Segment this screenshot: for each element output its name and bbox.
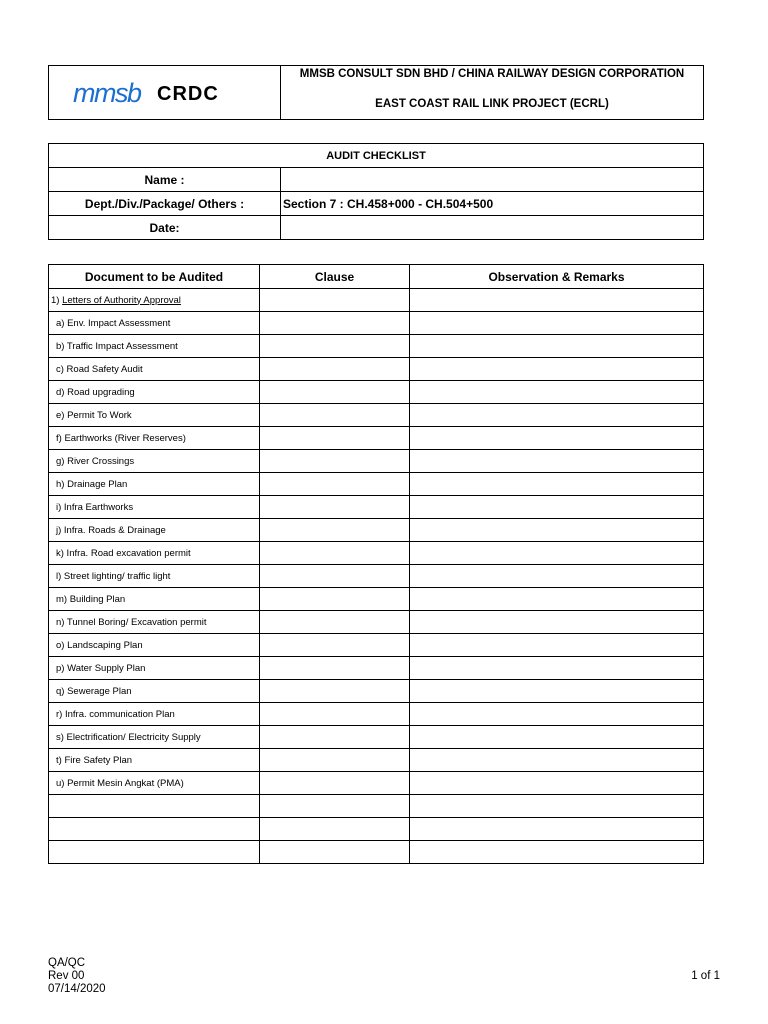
remarks-cell[interactable] [410,519,704,542]
clause-cell[interactable] [260,841,410,864]
clause-cell[interactable] [260,335,410,358]
project-name: EAST COAST RAIL LINK PROJECT (ECRL) [375,98,609,110]
clause-cell[interactable] [260,588,410,611]
document-item: i) Infra Earthworks [49,496,260,519]
checklist-row [49,795,704,818]
checklist-row [49,749,704,772]
clause-cell[interactable] [260,358,410,381]
document-item: t) Fire Safety Plan [49,749,260,772]
document-item [49,795,260,818]
remarks-cell[interactable] [410,289,704,312]
clause-cell[interactable] [260,404,410,427]
document-item: o) Landscaping Plan [49,634,260,657]
clause-cell[interactable] [260,381,410,404]
remarks-cell[interactable] [410,450,704,473]
crdc-logo: CRDC [157,83,219,105]
remarks-cell[interactable] [410,335,704,358]
document-item: r) Infra. communication Plan [49,703,260,726]
logo-cell [49,66,281,120]
checklist-row [49,358,704,381]
col-header-document: Document to be Audited [49,265,260,289]
name-field[interactable] [281,168,704,192]
document-item: c) Road Safety Audit [49,358,260,381]
company-name: MMSB CONSULT SDN BHD / CHINA RAILWAY DESIGN CORPORATION [299,68,685,80]
clause-cell[interactable] [260,749,410,772]
header-table [48,65,704,120]
info-table [48,143,704,240]
date-field[interactable] [281,216,704,240]
clause-cell[interactable] [260,450,410,473]
document-item: e) Permit To Work [49,404,260,427]
document-item: m) Building Plan [49,588,260,611]
checklist-row [49,680,704,703]
remarks-cell[interactable] [410,427,704,450]
name-label: Name : [49,168,281,192]
col-header-clause: Clause [260,265,410,289]
date-label: Date: [49,216,281,240]
clause-cell[interactable] [260,634,410,657]
header-title-cell [281,66,704,120]
remarks-cell[interactable] [410,358,704,381]
clause-cell[interactable] [260,726,410,749]
checklist-row [49,335,704,358]
checklist-row [49,565,704,588]
checklist-row [49,312,704,335]
checklist-title: AUDIT CHECKLIST [49,144,704,168]
clause-cell[interactable] [260,611,410,634]
remarks-cell[interactable] [410,312,704,335]
document-item: s) Electrification/ Electricity Supply [49,726,260,749]
dept-label: Dept./Div./Package/ Others : [49,192,281,216]
remarks-cell[interactable] [410,680,704,703]
checklist-row [49,404,704,427]
checklist-row [49,818,704,841]
clause-cell[interactable] [260,680,410,703]
footer-rev: Rev 00 [48,970,85,982]
section-number: 1) [51,294,60,306]
mmsb-logo: mmsb [73,78,141,108]
document-item [49,818,260,841]
section-title-cell [49,289,260,312]
document-item: a) Env. Impact Assessment [49,312,260,335]
checklist-row [49,611,704,634]
clause-cell[interactable] [260,312,410,335]
remarks-cell[interactable] [410,841,704,864]
checklist-row [49,841,704,864]
remarks-cell[interactable] [410,496,704,519]
document-item: g) River Crossings [49,450,260,473]
remarks-cell[interactable] [410,634,704,657]
checklist-row [49,772,704,795]
remarks-cell[interactable] [410,473,704,496]
section-title: Letters of Authority Approval [62,294,181,306]
document-item [49,841,260,864]
document-item: b) Traffic Impact Assessment [49,335,260,358]
section-row [49,289,704,312]
clause-cell[interactable] [260,496,410,519]
document-item: d) Road upgrading [49,381,260,404]
document-item: h) Drainage Plan [49,473,260,496]
checklist-row [49,473,704,496]
clause-cell[interactable] [260,473,410,496]
remarks-cell[interactable] [410,795,704,818]
checklist-row [49,450,704,473]
footer-doc-info [48,957,106,996]
remarks-cell[interactable] [410,772,704,795]
checklist-row [49,588,704,611]
clause-cell[interactable] [260,289,410,312]
checklist-row [49,427,704,450]
document-item: u) Permit Mesin Angkat (PMA) [49,772,260,795]
checklist-row [49,726,704,749]
clause-cell[interactable] [260,818,410,841]
remarks-cell[interactable] [410,726,704,749]
col-header-remarks: Observation & Remarks [410,265,704,289]
clause-cell[interactable] [260,772,410,795]
checklist-row [49,496,704,519]
remarks-cell[interactable] [410,749,704,772]
remarks-cell[interactable] [410,381,704,404]
checklist-row [49,657,704,680]
remarks-cell[interactable] [410,565,704,588]
remarks-cell[interactable] [410,404,704,427]
document-item: f) Earthworks (River Reserves) [49,427,260,450]
document-item: j) Infra. Roads & Drainage [49,519,260,542]
footer-code: QA/QC [48,957,86,969]
document-item: q) Sewerage Plan [49,680,260,703]
checklist-row [49,703,704,726]
clause-cell[interactable] [260,657,410,680]
dept-field[interactable]: Section 7 : CH.458+000 - CH.504+500 [281,192,704,216]
remarks-cell[interactable] [410,818,704,841]
page-number: 1 of 1 [691,970,720,982]
footer-date: 07/14/2020 [48,983,106,995]
document-item: l) Street lighting/ traffic light [49,565,260,588]
document-item: p) Water Supply Plan [49,657,260,680]
remarks-cell[interactable] [410,611,704,634]
document-item: k) Infra. Road excavation permit [49,542,260,565]
clause-cell[interactable] [260,427,410,450]
clause-cell[interactable] [260,519,410,542]
remarks-cell[interactable] [410,703,704,726]
remarks-cell[interactable] [410,588,704,611]
checklist-row [49,519,704,542]
clause-cell[interactable] [260,542,410,565]
clause-cell[interactable] [260,703,410,726]
clause-cell[interactable] [260,565,410,588]
checklist-row [49,542,704,565]
checklist-table [48,264,704,864]
remarks-cell[interactable] [410,542,704,565]
checklist-header-row [49,265,704,289]
checklist-row [49,634,704,657]
remarks-cell[interactable] [410,657,704,680]
clause-cell[interactable] [260,795,410,818]
checklist-row [49,381,704,404]
document-item: n) Tunnel Boring/ Excavation permit [49,611,260,634]
